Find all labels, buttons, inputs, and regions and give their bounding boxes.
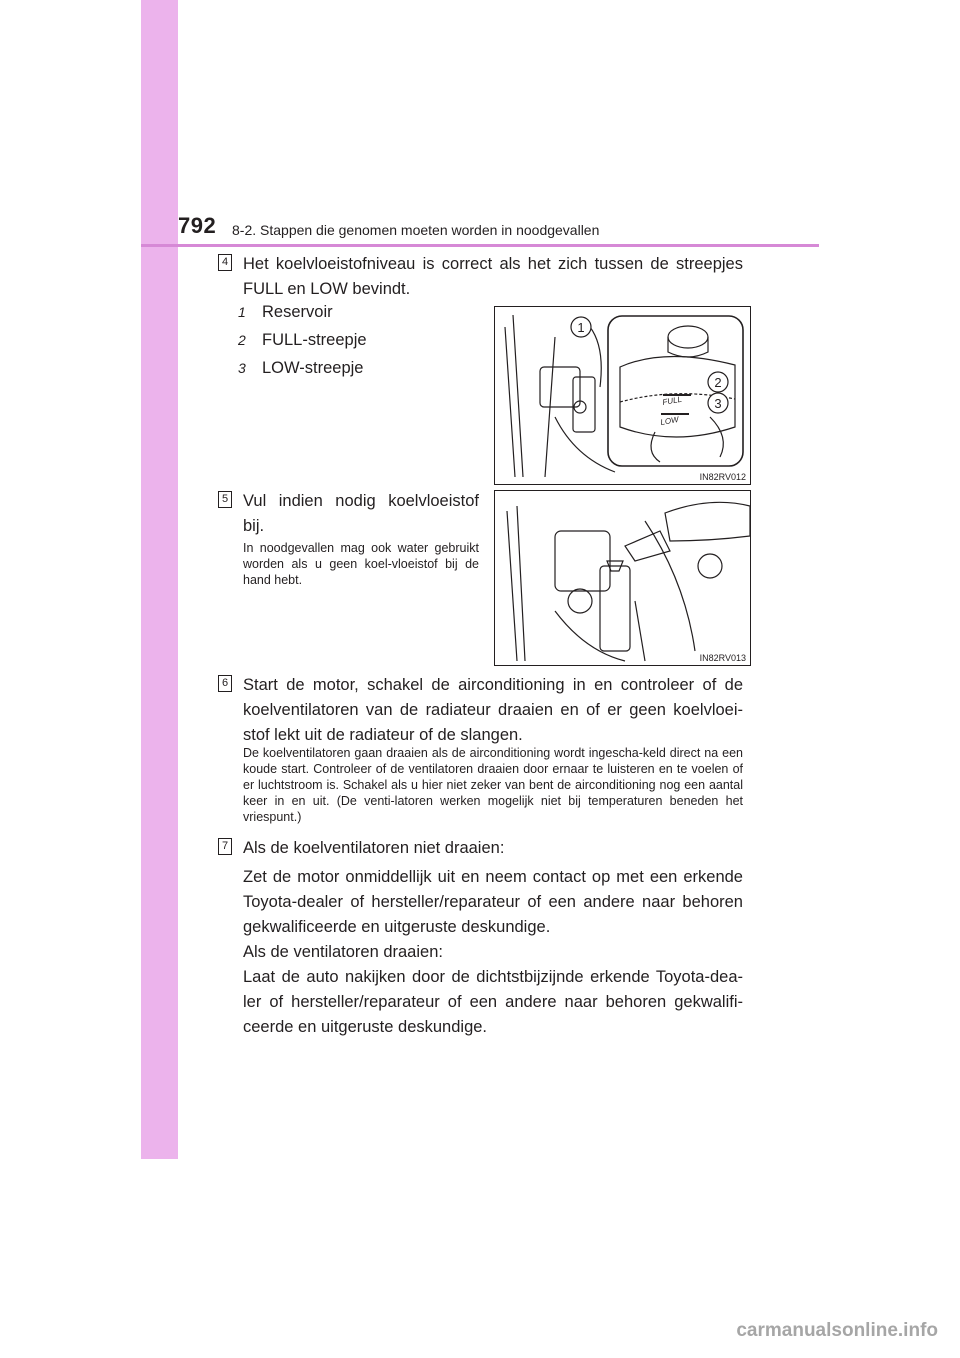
callout-1: 1 — [577, 320, 585, 335]
step-5-note: In noodgevallen mag ook water gebruikt worden als u geen koel-vloeistof bij de hand hebt. — [243, 541, 479, 587]
chapter-sidebar-tab — [141, 0, 178, 1159]
step-number-7: 7 — [218, 838, 232, 855]
item-number-1: 1 — [238, 304, 246, 320]
callout-3: 3 — [714, 396, 722, 411]
header-divider — [141, 244, 819, 247]
step-6-note: De koelventilatoren gaan draaien als de airconditioning wordt ingescha-keld direct na een koude start. Controleer of de ventilatoren draaien door ernaar te luisteren en te voelen of er luchtstroom is. Schakel als u hier niet zeker van bent de airconditioning nog een aantal keer in en uit. (De venti-latoren werken mogelijk niet bij temperaturen beneden het vriespunt.) — [243, 746, 743, 824]
filling-illustration — [495, 491, 750, 665]
step-7-paragraph-2: Laat de auto nakijken door de dichtstbijzijnde erkende Toyota-dea-ler of hersteller/reparateur of een andere naar behoren gekwalifi-ceerde en uitgeruste deskundige. — [243, 968, 743, 1036]
figure-filling-coolant — [494, 490, 751, 666]
full-mark-label: FULL — [661, 394, 683, 407]
figure-code-012: IN82RV012 — [699, 472, 746, 482]
reservoir-illustration — [495, 307, 750, 484]
item-number-2: 2 — [238, 332, 246, 348]
step-7-text: Als de koelventilatoren niet draaien: — [243, 839, 505, 857]
page-number: 792 — [178, 213, 217, 238]
item-label-low-mark: LOW-streepje — [262, 359, 364, 377]
watermark-logo: carmanualsonline.info — [736, 1320, 938, 1341]
item-label-reservoir: Reservoir — [262, 303, 333, 321]
step-4-text: Het koelvloeistofniveau is correct als het zich tussen de streepjes FULL en LOW bevindt. — [243, 255, 743, 298]
section-title: 8-2. Stappen die genomen moeten worden in noodgevallen — [232, 222, 600, 238]
figure-coolant-reservoir — [494, 306, 751, 485]
step-number-5: 5 — [218, 491, 232, 508]
item-label-full-mark: FULL-streepje — [262, 331, 367, 349]
item-number-3: 3 — [238, 360, 246, 376]
callout-2: 2 — [714, 375, 722, 390]
step-7-paragraph-1: Zet de motor onmiddellijk uit en neem contact op met een erkende Toyota-dealer of hersteller/reparateur of een andere naar behoren gekwalificeerde en uitgeruste deskundige. — [243, 868, 743, 936]
figure-code-013: IN82RV013 — [699, 653, 746, 663]
step-number-6: 6 — [218, 675, 232, 692]
step-7-paragraph-2-lead: Als de ventilatoren draaien: — [243, 943, 443, 961]
step-number-4: 4 — [218, 254, 232, 271]
step-6-text: Start de motor, schakel de airconditioning in en controleer of de koelventilatoren van de radiateur draaien en of er geen koelvloei-stof lekt uit de radiateur of de slangen. — [243, 676, 743, 744]
low-mark-label: LOW — [659, 414, 680, 427]
step-5-text: Vul indien nodig koelvloeistof bij. — [243, 492, 479, 535]
